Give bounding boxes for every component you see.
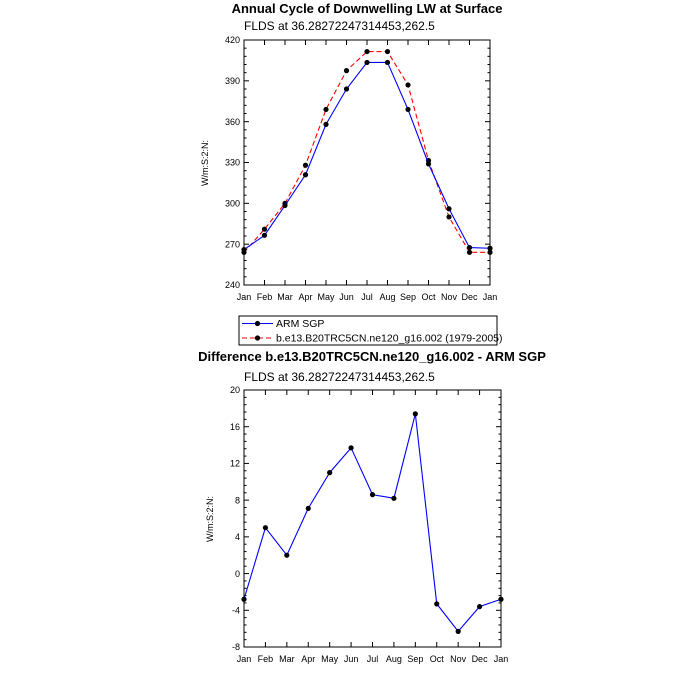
chart1-data-point	[487, 246, 492, 251]
chart1-subtitle: FLDS at 36.28272247314453,262.5	[244, 19, 435, 33]
chart2-y-axis-label: W/m:S:2:N:	[205, 495, 215, 543]
chart2-xtick-label: Jul	[366, 654, 379, 664]
chart2-xtick-label: Oct	[429, 654, 444, 664]
chart2-data-point	[306, 506, 311, 511]
chart2-ytick-label: 8	[234, 495, 240, 506]
difference-chart	[198, 349, 546, 664]
chart1-data-point	[446, 206, 451, 211]
chart1-series-line	[244, 52, 490, 253]
chart1-ytick-label: 360	[224, 116, 240, 127]
chart1-data-point	[282, 203, 287, 208]
chart1-data-point	[323, 122, 328, 127]
chart1-xtick-label: Jun	[339, 292, 354, 302]
chart1-ytick-label: 240	[224, 280, 240, 291]
chart1-xtick-label: Jan	[482, 292, 498, 302]
chart1-data-point	[405, 107, 410, 112]
annual-cycle-chart	[200, 1, 502, 302]
chart2-ytick-label: 0	[234, 568, 240, 579]
chart1-data-point	[344, 86, 349, 91]
legend-marker-model	[255, 335, 260, 340]
chart1-data-point	[385, 60, 390, 65]
legend-label-arm-sgp: ARM SGP	[276, 318, 325, 330]
chart1-data-point	[467, 245, 472, 250]
chart1-data-point	[405, 82, 410, 87]
chart2-ytick-label: -4	[231, 605, 240, 616]
chart1-ytick-label: 420	[224, 35, 240, 46]
chart2-ytick-label: -8	[231, 642, 240, 653]
chart1-xtick-label: Apr	[298, 292, 313, 302]
chart2-ytick-label: 12	[229, 458, 240, 469]
chart1-xtick-label: Mar	[277, 292, 293, 302]
chart1-data-point	[467, 250, 472, 255]
chart2-data-point	[456, 629, 461, 634]
chart1-ytick-label: 330	[224, 157, 240, 168]
chart2-xtick-label: Jan	[236, 654, 252, 664]
chart2-xtick-label: Aug	[385, 654, 402, 664]
chart2-ytick-label: 4	[234, 532, 240, 543]
chart2-plot-area	[230, 385, 508, 664]
chart1-title: Annual Cycle of Downwelling LW at Surface	[231, 1, 503, 16]
chart1-xtick-label: Aug	[379, 292, 396, 302]
chart1-xtick-label: May	[317, 292, 335, 302]
chart2-series-line	[244, 414, 501, 632]
legend-label-model: b.e13.B20TRC5CN.ne120_g16.002 (1979-2005)	[276, 332, 503, 345]
chart2-xtick-label: Jan	[493, 654, 509, 664]
chart1-ytick-label: 300	[224, 198, 240, 209]
chart1-xtick-label: Jan	[236, 292, 252, 302]
chart2-xtick-label: Mar	[279, 654, 295, 664]
chart1-data-point	[303, 163, 308, 168]
chart1-data-point	[385, 49, 390, 54]
chart2-xtick-label: Jun	[343, 654, 359, 664]
chart2-data-point	[413, 411, 418, 416]
chart1-series-line	[244, 62, 490, 249]
chart1-data-point	[446, 214, 451, 219]
chart2-data-point	[370, 492, 375, 497]
chart1-legend	[239, 316, 503, 345]
chart2-data-point	[327, 470, 332, 475]
chart2-data-point	[263, 525, 268, 530]
chart1-xtick-label: Feb	[256, 292, 273, 302]
chart2-xtick-label: Feb	[257, 654, 274, 664]
chart1-xtick-label: Nov	[440, 292, 458, 302]
chart2-xtick-label: May	[321, 654, 339, 664]
chart2-data-point	[284, 553, 289, 558]
chart2-data-point	[498, 597, 503, 602]
chart1-data-point	[323, 107, 328, 112]
chart2-ytick-label: 20	[229, 385, 240, 396]
legend-marker-arm-sgp	[255, 321, 260, 326]
chart1-ytick-label: 270	[224, 239, 240, 250]
chart1-data-point	[262, 227, 267, 232]
chart1-data-point	[364, 60, 369, 65]
chart2-xtick-label: Nov	[450, 654, 467, 664]
chart2-plot-frame	[244, 390, 501, 647]
chart1-xtick-label: Oct	[421, 292, 436, 302]
chart2-xtick-label: Dec	[471, 654, 488, 664]
chart2-data-point	[241, 597, 246, 602]
chart1-xtick-label: Dec	[461, 292, 478, 302]
chart1-xtick-label: Sep	[399, 292, 417, 302]
chart2-xtick-label: Sep	[407, 654, 424, 664]
chart1-data-point	[262, 233, 267, 238]
chart2-title: Difference b.e13.B20TRC5CN.ne120_g16.002 - ARM SGP	[198, 349, 546, 364]
chart1-data-point	[364, 49, 369, 54]
chart1-plot-area	[225, 35, 497, 302]
chart1-data-point	[303, 172, 308, 177]
chart1-y-axis-label: W/m:S:2:N:	[200, 139, 210, 187]
chart2-xtick-label: Apr	[301, 654, 316, 664]
chart2-data-point	[391, 496, 396, 501]
chart2-subtitle: FLDS at 36.28272247314453,262.5	[244, 370, 435, 384]
chart2-data-point	[434, 601, 439, 606]
chart1-data-point	[241, 247, 246, 252]
chart1-data-point	[344, 68, 349, 73]
chart1-data-point	[426, 161, 431, 166]
chart2-data-point	[348, 445, 353, 450]
chart1-plot-frame	[244, 40, 490, 285]
chart2-ytick-label: 16	[229, 421, 240, 432]
chart2-data-point	[477, 604, 482, 609]
chart1-xtick-label: Jul	[361, 292, 373, 302]
chart1-ytick-label: 390	[224, 76, 240, 87]
